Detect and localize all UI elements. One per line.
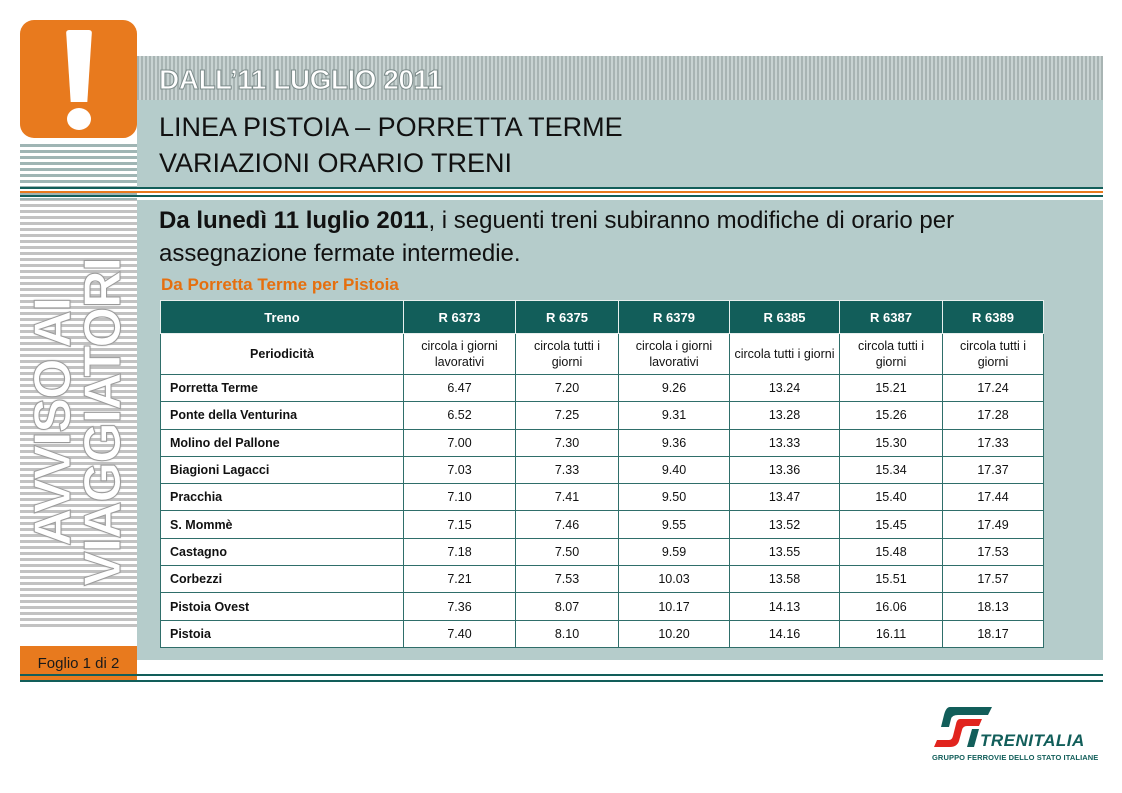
departure-time: 7.18 bbox=[404, 538, 516, 565]
station-name: Molino del Pallone bbox=[161, 429, 404, 456]
station-name: S. Mommè bbox=[161, 511, 404, 538]
departure-time: 13.47 bbox=[730, 484, 840, 511]
departure-time: 17.24 bbox=[943, 375, 1044, 402]
header-train: R 6373 bbox=[404, 301, 516, 334]
timetable bbox=[160, 300, 1044, 648]
route-subtitle: Da Porretta Terme per Pistoia bbox=[161, 275, 399, 294]
departure-time: 7.36 bbox=[404, 593, 516, 620]
departure-time: 17.49 bbox=[943, 511, 1044, 538]
departure-time: 10.03 bbox=[619, 566, 730, 593]
departure-time: 9.40 bbox=[619, 456, 730, 483]
departure-time: 17.28 bbox=[943, 402, 1044, 429]
vertical-line-1: AVVISO AI bbox=[24, 297, 82, 547]
periodicity-label: Periodicità bbox=[161, 334, 404, 375]
departure-time: 13.24 bbox=[730, 375, 840, 402]
header-band bbox=[137, 56, 1103, 100]
departure-time: 15.45 bbox=[840, 511, 943, 538]
title-area bbox=[137, 100, 1103, 188]
exclamation-icon bbox=[20, 20, 137, 138]
departure-time: 18.13 bbox=[943, 593, 1044, 620]
vertical-notice-title bbox=[24, 222, 132, 622]
periodicity-cell: circola tutti i giorni bbox=[840, 334, 943, 375]
table-row bbox=[161, 593, 1044, 620]
intro-rest: , i seguenti treni subiranno modifiche di orario per assegnazione fermate intermedie. bbox=[159, 207, 955, 267]
station-name: Biagioni Lagacci bbox=[161, 456, 404, 483]
trenitalia-logo bbox=[930, 705, 1100, 765]
departure-time: 7.50 bbox=[516, 538, 619, 565]
table-header-row bbox=[161, 301, 1044, 334]
departure-time: 15.51 bbox=[840, 566, 943, 593]
periodicity-cell: circola tutti i giorni bbox=[516, 334, 619, 375]
separator-lines bbox=[20, 186, 1103, 200]
departure-time: 18.17 bbox=[943, 620, 1044, 647]
departure-time: 7.15 bbox=[404, 511, 516, 538]
effective-date: DALL’11 LUGLIO 2011 bbox=[159, 64, 443, 95]
header-train: R 6389 bbox=[943, 301, 1044, 334]
vertical-line-2: VIAGGIATORI bbox=[74, 258, 132, 586]
departure-time: 7.25 bbox=[516, 402, 619, 429]
departure-time: 14.13 bbox=[730, 593, 840, 620]
departure-time: 15.30 bbox=[840, 429, 943, 456]
header-train-label: Treno bbox=[161, 301, 404, 334]
departure-time: 17.53 bbox=[943, 538, 1044, 565]
table-row bbox=[161, 566, 1044, 593]
departure-time: 17.57 bbox=[943, 566, 1044, 593]
sidebar bbox=[20, 20, 137, 672]
header-train: R 6379 bbox=[619, 301, 730, 334]
departure-time: 14.16 bbox=[730, 620, 840, 647]
departure-time: 15.21 bbox=[840, 375, 943, 402]
header-train: R 6387 bbox=[840, 301, 943, 334]
departure-time: 7.40 bbox=[404, 620, 516, 647]
departure-time: 7.20 bbox=[516, 375, 619, 402]
departure-time: 7.03 bbox=[404, 456, 516, 483]
station-name: Pistoia Ovest bbox=[161, 593, 404, 620]
page-title-line-2: VARIAZIONI ORARIO TRENI bbox=[159, 148, 513, 178]
logo-group: GRUPPO FERROVIE DELLO STATO ITALIANE bbox=[932, 753, 1099, 762]
header-train: R 6385 bbox=[730, 301, 840, 334]
table-row bbox=[161, 620, 1044, 647]
departure-time: 7.30 bbox=[516, 429, 619, 456]
departure-time: 10.17 bbox=[619, 593, 730, 620]
departure-time: 17.44 bbox=[943, 484, 1044, 511]
table-row bbox=[161, 429, 1044, 456]
departure-time: 13.52 bbox=[730, 511, 840, 538]
departure-time: 8.10 bbox=[516, 620, 619, 647]
page-indicator: Foglio 1 di 2 bbox=[20, 646, 137, 680]
departure-time: 7.10 bbox=[404, 484, 516, 511]
periodicity-row bbox=[161, 334, 1044, 375]
station-name: Porretta Terme bbox=[161, 375, 404, 402]
departure-time: 13.28 bbox=[730, 402, 840, 429]
departure-time: 9.59 bbox=[619, 538, 730, 565]
periodicity-cell: circola i giorni lavorativi bbox=[404, 334, 516, 375]
departure-time: 15.34 bbox=[840, 456, 943, 483]
logo-brand: TRENITALIA bbox=[980, 731, 1085, 750]
departure-time: 16.11 bbox=[840, 620, 943, 647]
table-row bbox=[161, 402, 1044, 429]
departure-time: 9.36 bbox=[619, 429, 730, 456]
departure-time: 15.48 bbox=[840, 538, 943, 565]
departure-time: 13.55 bbox=[730, 538, 840, 565]
departure-time: 8.07 bbox=[516, 593, 619, 620]
periodicity-cell: circola tutti i giorni bbox=[730, 334, 840, 375]
departure-time: 13.33 bbox=[730, 429, 840, 456]
departure-time: 15.40 bbox=[840, 484, 943, 511]
header-train: R 6375 bbox=[516, 301, 619, 334]
periodicity-cell: circola i giorni lavorativi bbox=[619, 334, 730, 375]
departure-time: 9.55 bbox=[619, 511, 730, 538]
station-name: Pistoia bbox=[161, 620, 404, 647]
table-row bbox=[161, 538, 1044, 565]
main-area bbox=[137, 200, 1103, 660]
station-name: Ponte della Venturina bbox=[161, 402, 404, 429]
departure-time: 7.33 bbox=[516, 456, 619, 483]
station-name: Corbezzi bbox=[161, 566, 404, 593]
table-row bbox=[161, 511, 1044, 538]
departure-time: 9.50 bbox=[619, 484, 730, 511]
departure-time: 7.00 bbox=[404, 429, 516, 456]
periodicity-cell: circola tutti i giorni bbox=[943, 334, 1044, 375]
page-title-line-1: LINEA PISTOIA – PORRETTA TERME bbox=[159, 112, 623, 142]
departure-time: 7.41 bbox=[516, 484, 619, 511]
departure-time: 7.21 bbox=[404, 566, 516, 593]
departure-time: 17.37 bbox=[943, 456, 1044, 483]
departure-time: 9.31 bbox=[619, 402, 730, 429]
departure-time: 16.06 bbox=[840, 593, 943, 620]
intro-text bbox=[159, 204, 1079, 270]
station-name: Castagno bbox=[161, 538, 404, 565]
bottom-separator bbox=[20, 673, 1103, 685]
departure-time: 9.26 bbox=[619, 375, 730, 402]
departure-time: 10.20 bbox=[619, 620, 730, 647]
departure-time: 13.36 bbox=[730, 456, 840, 483]
station-name: Pracchia bbox=[161, 484, 404, 511]
table-row bbox=[161, 456, 1044, 483]
departure-time: 6.52 bbox=[404, 402, 516, 429]
intro-bold: Da lunedì 11 luglio 2011 bbox=[159, 207, 429, 234]
departure-time: 15.26 bbox=[840, 402, 943, 429]
departure-time: 6.47 bbox=[404, 375, 516, 402]
departure-time: 17.33 bbox=[943, 429, 1044, 456]
departure-time: 7.53 bbox=[516, 566, 619, 593]
table-row bbox=[161, 375, 1044, 402]
departure-time: 7.46 bbox=[516, 511, 619, 538]
table-row bbox=[161, 484, 1044, 511]
departure-time: 13.58 bbox=[730, 566, 840, 593]
